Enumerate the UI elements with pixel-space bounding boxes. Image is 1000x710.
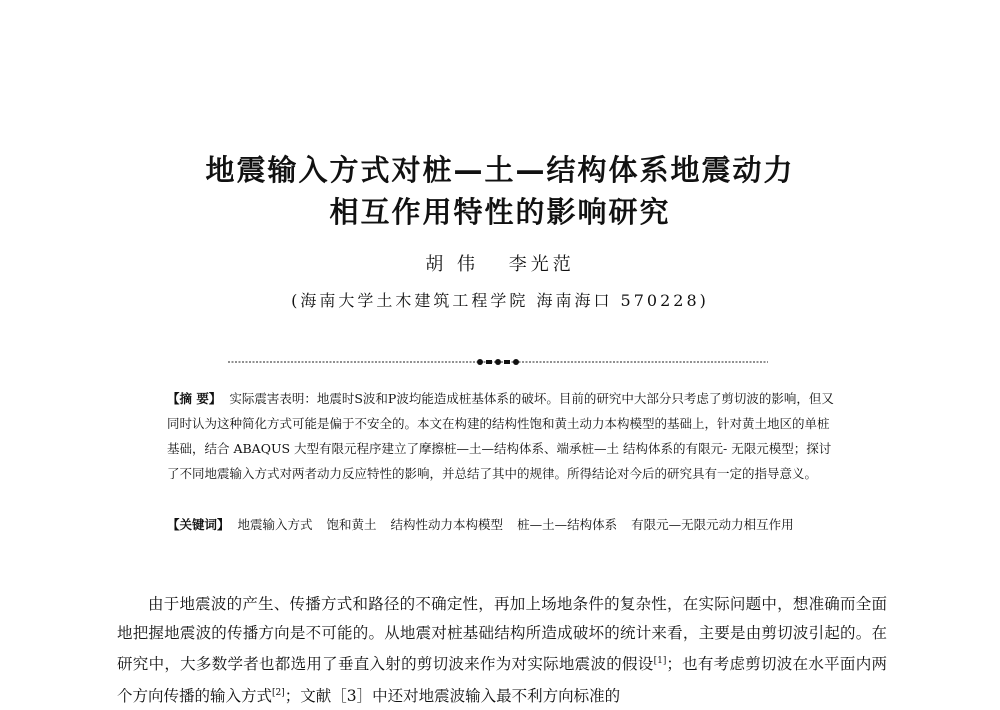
paper-title-line-1: 地震输入方式对桩—土—结构体系地震动力 bbox=[205, 153, 795, 187]
citation-1[interactable]: [1] bbox=[653, 656, 667, 666]
abstract-text: 实际震害表明：地震时S波和P波均能造成桩基体系的破坏。目前的研究中大部分只考虑了剪切波的影响，但又同时认为这种简化方式可能是偏于不安全的。本文在构建的结构性饱和黄土动力本构模型的基础上，针对黄土地区的单桩基础，结合 ABAQUS 大型有限元程序建立了摩擦桩—土—结构体系、端承桩—土 结构体系的有限元- 无限元模型；探讨了不同地震输入方式对两者动力反应特性的影响，并总结了其中的规律。所得结论对今后的研究具有一定的指导意义。 bbox=[167, 391, 834, 481]
author-1: 胡 伟 bbox=[425, 254, 479, 275]
abstract-label: 【摘 要】 bbox=[167, 391, 222, 406]
body-text-part-1: 由于地震波的产生、传播方式和路径的不确定性，再加上场地条件的复杂性，在实际问题中，想准确而全面地把握地震波的传播方向是不可能的。从地震对桩基础结构所造成破坏的统计来看，主要是由剪切波引起的。在研究中，大多数学者也都选用了垂直入射的剪切波来作为对实际地震波的假设 bbox=[117, 595, 887, 674]
author-2: 李光范 bbox=[508, 254, 575, 275]
body-paragraph bbox=[117, 590, 887, 710]
paper-title-line-2: 相互作用特性的影响研究 bbox=[329, 195, 671, 229]
citation-2[interactable]: [2] bbox=[272, 687, 285, 698]
keyword-item: 桩—土—结构体系 bbox=[517, 517, 618, 532]
ornamental-divider bbox=[228, 357, 768, 367]
abstract bbox=[167, 386, 837, 486]
keywords-label: 【关键词】 bbox=[167, 517, 230, 532]
keyword-item: 地震输入方式 bbox=[237, 517, 313, 532]
keywords bbox=[167, 512, 837, 537]
keyword-item: 结构性动力本构模型 bbox=[390, 517, 504, 532]
body-text-part-3: ；文献［3］中还对地震波输入最不利方向标准的 bbox=[284, 686, 621, 705]
authors bbox=[0, 250, 1000, 276]
keyword-item: 有限元—无限元动力相互作用 bbox=[631, 517, 794, 532]
body-text-part-2: ；也有考虑剪切波在水平面内两个方向传播的输入方式 bbox=[117, 655, 887, 705]
affiliation: (海南大学土木建筑工程学院 海南海口 570228) bbox=[291, 291, 709, 310]
keyword-item: 饱和黄土 bbox=[326, 517, 377, 532]
